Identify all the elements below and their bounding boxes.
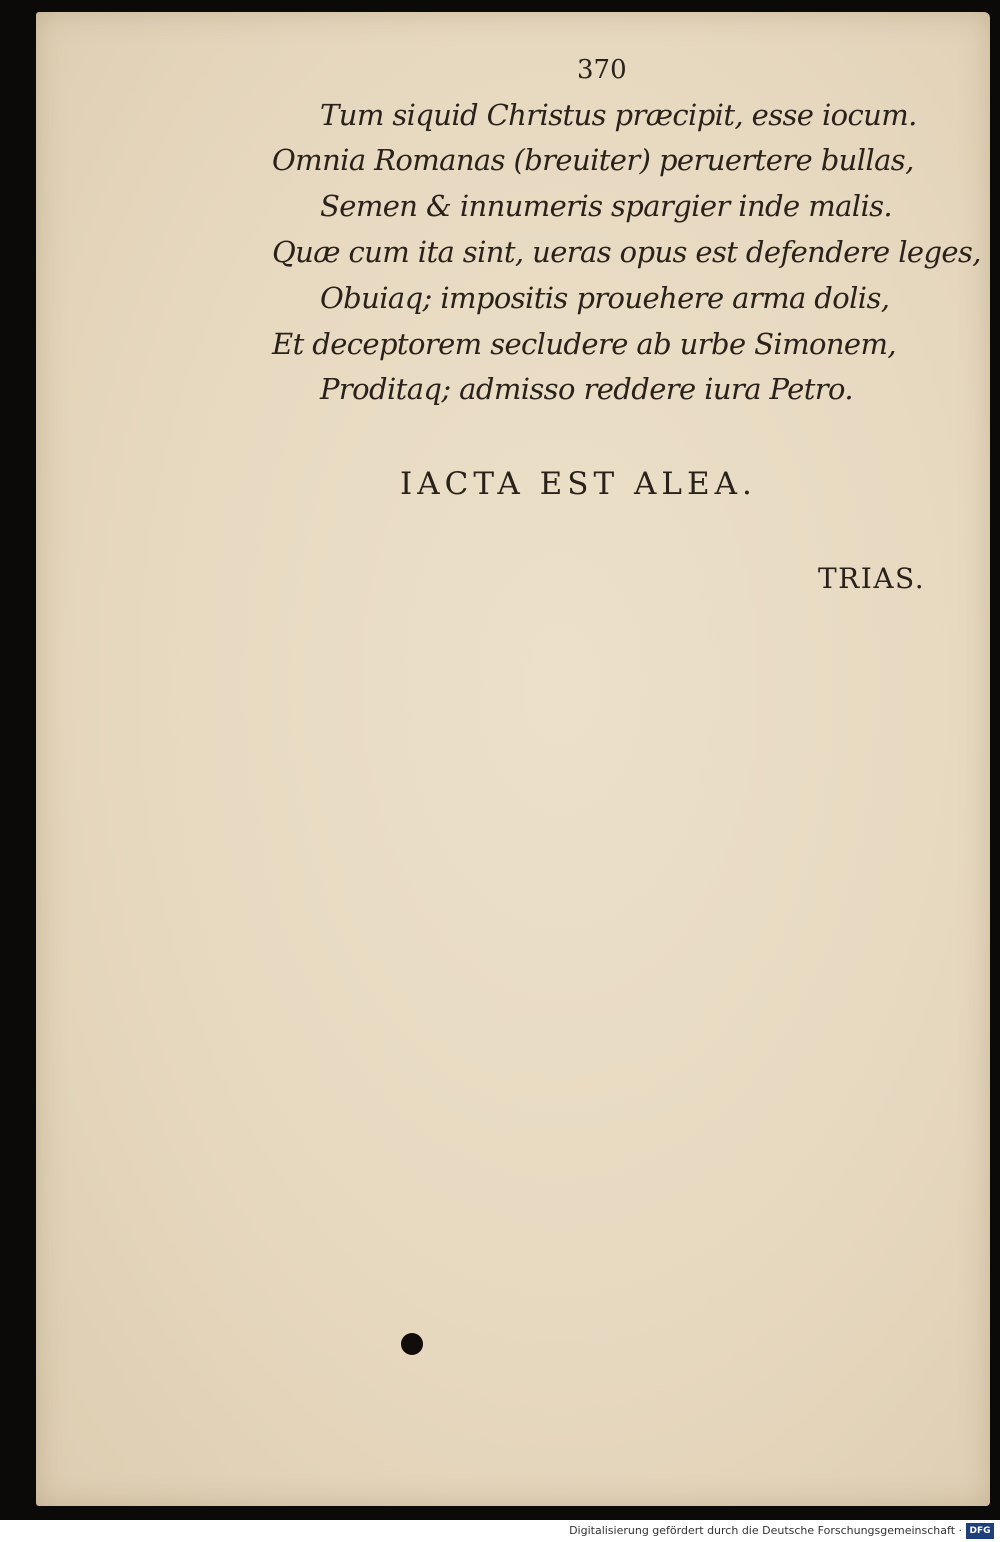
footer-bar [0,1520,1000,1542]
verse-line-5: Obuiaq; impositis prouehere arma dolis, [320,281,890,315]
verse-line-1: Tum siquid Christus præcipit, esse iocum. [320,98,917,132]
verse-line-4: Quæ cum ita sint, ueras opus est defendere leges, [272,235,981,269]
verse-line-6: Et deceptorem secludere ab urbe Simonem, [272,327,897,361]
ink-blot [401,1333,423,1355]
verse-line-7: Proditaq; admisso reddere iura Petro. [320,372,853,406]
dfg-logo[interactable]: DFG [966,1523,994,1539]
motto: IACTA EST ALEA. [400,466,757,502]
funding-credit: Digitalisierung gefördert durch die Deutsche Forschungsgemeinschaft · [569,1524,962,1537]
folio-number: 370 [577,55,627,85]
verse-line-2: Omnia Romanas (breuiter) peruertere bullas, [272,143,914,177]
catchword: TRIAS. [818,562,926,595]
verse-line-3: Semen & innumeris spargier inde malis. [320,189,893,223]
